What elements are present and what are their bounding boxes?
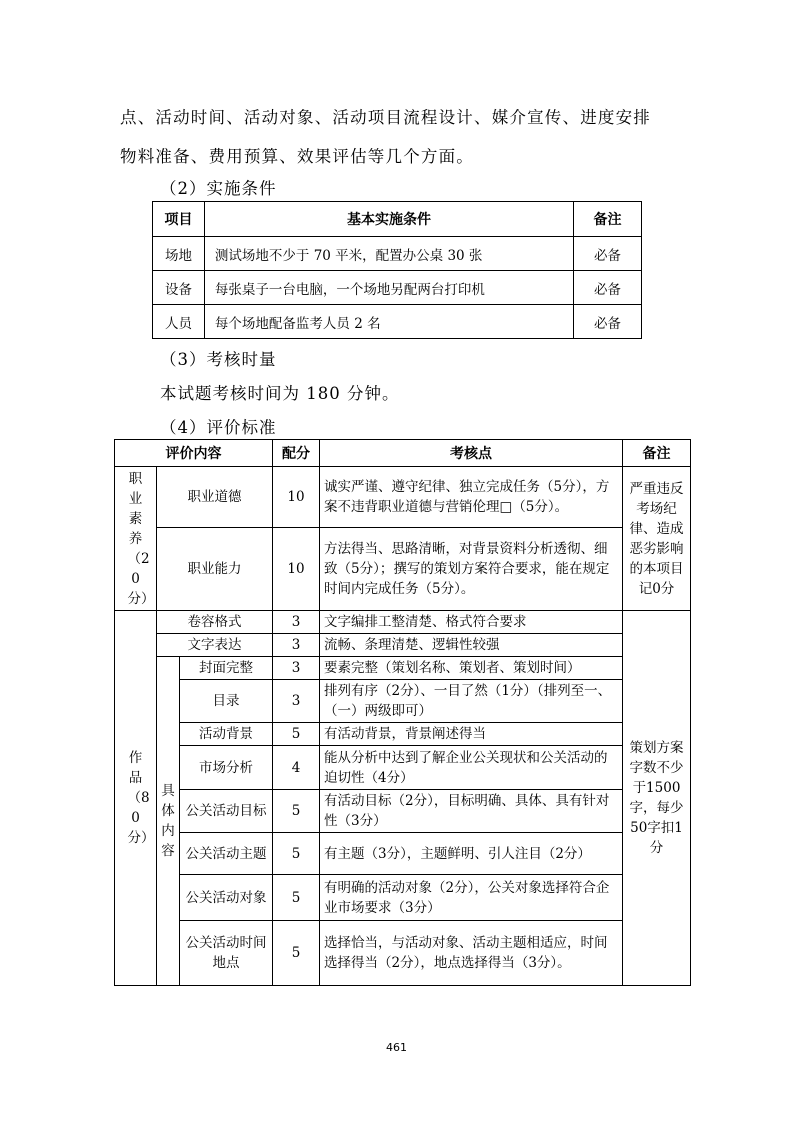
item-cell: 职业能力 [157, 528, 273, 611]
table-row [115, 723, 691, 746]
item-cell: 职业道德 [157, 467, 273, 528]
score-cell: 3 [273, 634, 320, 657]
item-cell: 公关活动主题 [180, 833, 273, 875]
table-row [115, 634, 691, 657]
table-row [115, 746, 691, 790]
criteria-cell: 有明确的活动对象（2分），公关对象选择符合企业市场要求（3分） [320, 875, 623, 921]
table-row [115, 875, 691, 921]
score-cell: 5 [273, 723, 320, 746]
criteria-cell: 有活动目标（2分），目标明确、具体、具有针对性（3分） [320, 790, 623, 833]
page-number: 461 [386, 1041, 407, 1054]
table-row [115, 833, 691, 875]
section-assessment-duration: （3）考核时量 [160, 350, 277, 369]
criteria-cell: 有活动背景，背景阐述得当 [320, 723, 623, 746]
table-row [115, 611, 691, 634]
table-header-row [115, 440, 691, 467]
score-cell: 5 [273, 833, 320, 875]
subcategory-label: 具体内容 [161, 783, 175, 859]
evaluation-table [114, 439, 691, 986]
note-cell: 策划方案字数不少于1500字，每少50字扣1分 [623, 611, 691, 986]
category-cell [115, 467, 157, 611]
score-cell: 4 [273, 746, 320, 790]
column-header: 备注 [574, 202, 642, 237]
item-cell: 公关活动目标 [180, 790, 273, 833]
table-row [115, 921, 691, 986]
column-header: 配分 [273, 440, 320, 467]
criteria-cell: 流畅、条理清楚、逻辑性较强 [320, 634, 623, 657]
section-evaluation-criteria: （4）评价标准 [160, 418, 277, 437]
criteria-cell: 方法得当、思路清晰，对背景资料分析透彻、细致（5分）；撰写的策划方案符合要求，能在规定时间内完成任务（5分）。 [320, 528, 623, 611]
table-cell: 人员 [153, 305, 205, 339]
criteria-cell: 诚实严谨、遵守纪律、独立完成任务（5分），方案不违背职业道德与营销伦理□（5分）。 [320, 467, 623, 528]
table-cell: 必备 [574, 237, 642, 271]
item-cell: 市场分析 [180, 746, 273, 790]
column-header: 考核点 [320, 440, 623, 467]
criteria-cell: 有主题（3分），主题鲜明、引人注目（2分） [320, 833, 623, 875]
table-cell: 每张桌子一台电脑，一个场地另配两台打印机 [204, 271, 573, 305]
table-row [153, 237, 642, 271]
column-header: 项目 [153, 202, 205, 237]
note-cell: 严重违反考场纪律、造成恶劣影响的本项目记0分 [623, 467, 691, 611]
table-row [153, 271, 642, 305]
item-cell: 卷容格式 [157, 611, 273, 634]
score-cell: 3 [273, 657, 320, 680]
table-cell: 设备 [153, 271, 205, 305]
criteria-cell: 文字编排工整清楚、格式符合要求 [320, 611, 623, 634]
criteria-cell: 选择恰当，与活动对象、活动主题相适应，时间选择得当（2分），地点选择得当（3分）。 [320, 921, 623, 986]
criteria-cell: 排列有序（2分）、一目了然（1分）（排列至一、（一）两级即可） [320, 680, 623, 723]
column-header: 评价内容 [115, 440, 273, 467]
table-row [115, 790, 691, 833]
assessment-duration-text: 本试题考核时间为 180 分钟。 [160, 384, 400, 403]
item-cell: 封面完整 [180, 657, 273, 680]
item-cell: 公关活动时间地点 [180, 921, 273, 986]
item-cell: 目录 [180, 680, 273, 723]
category-cell [115, 611, 157, 986]
table-row [115, 680, 691, 723]
score-cell: 5 [273, 875, 320, 921]
table-cell: 测试场地不少于 70 平米，配置办公桌 30 张 [204, 237, 573, 271]
table-cell: 必备 [574, 271, 642, 305]
score-cell: 3 [273, 680, 320, 723]
table-row [153, 305, 642, 339]
column-header: 基本实施条件 [204, 202, 573, 237]
criteria-cell: 要素完整（策划名称、策划者、策划时间） [320, 657, 623, 680]
score-cell: 3 [273, 611, 320, 634]
table-cell: 必备 [574, 305, 642, 339]
intro-line-2: 物料准备、费用预算、效果评估等几个方面。 [120, 147, 474, 166]
column-header: 备注 [623, 440, 691, 467]
category-label: 职业素养（20分） [127, 470, 155, 607]
table-row [115, 657, 691, 680]
table-cell: 每个场地配备监考人员 2 名 [204, 305, 573, 339]
conditions-table [152, 201, 642, 339]
score-cell: 5 [273, 921, 320, 986]
criteria-cell: 能从分析中达到了解企业公关现状和公关活动的迫切性（4分） [320, 746, 623, 790]
table-row [115, 528, 691, 611]
score-cell: 5 [273, 790, 320, 833]
table-row [115, 467, 691, 528]
table-cell: 场地 [153, 237, 205, 271]
category-label: 作品（80分） [127, 750, 155, 846]
item-cell: 活动背景 [180, 723, 273, 746]
section-implementation-conditions: （2）实施条件 [160, 179, 277, 198]
item-cell: 公关活动对象 [180, 875, 273, 921]
table-header-row [153, 202, 642, 237]
item-cell: 文字表达 [157, 634, 273, 657]
score-cell: 10 [273, 467, 320, 528]
intro-line-1: 点、活动时间、活动对象、活动项目流程设计、媒介宣传、进度安排 [120, 108, 651, 127]
score-cell: 10 [273, 528, 320, 611]
subcategory-cell [157, 657, 180, 986]
